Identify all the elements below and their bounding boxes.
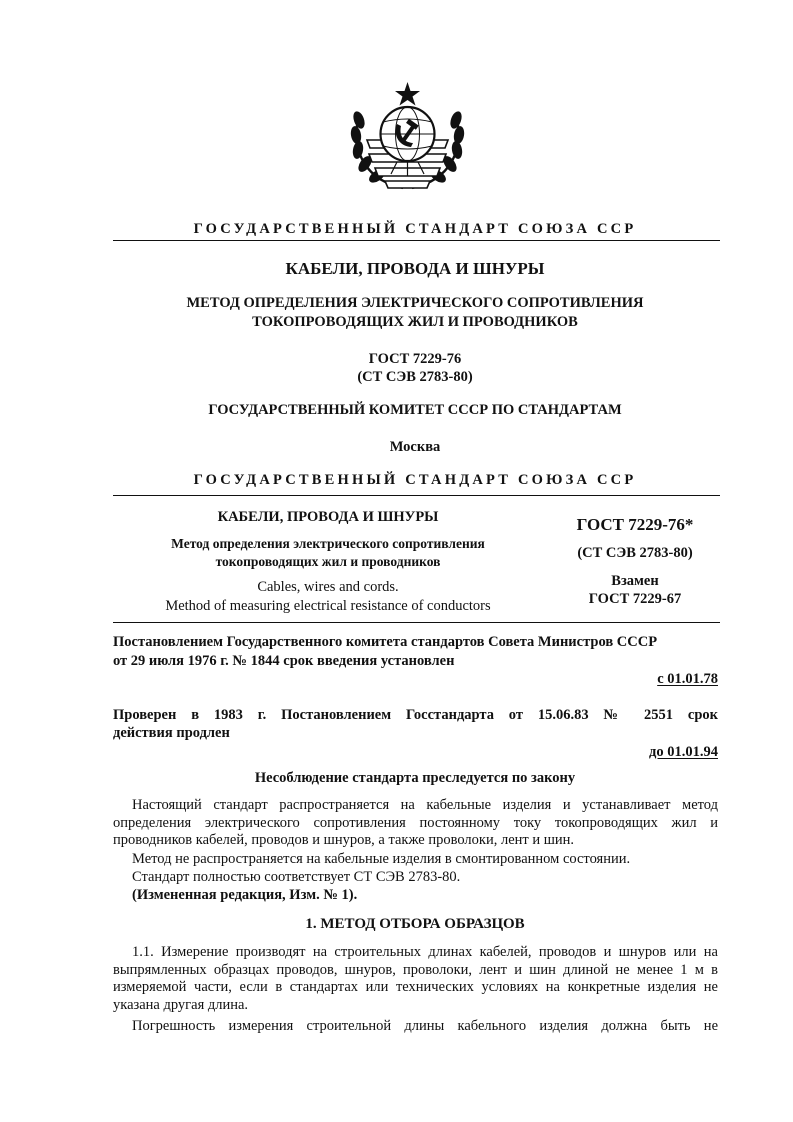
decree-line2: от 29 июля 1976 г. № 1844 срок введения установлен <box>113 653 455 669</box>
decree-effective-date: с 01.01.78 <box>657 671 718 687</box>
title-block-english-line2: Method of measuring electrical resistance of conductors <box>165 598 491 614</box>
divider-top <box>113 240 720 241</box>
title-block-replaces-value: ГОСТ 7229-67 <box>588 591 682 607</box>
title-block-gost-number: ГОСТ 7229-76* <box>576 515 694 534</box>
check-extended-date: до 01.01.94 <box>649 744 718 760</box>
body-paragraph-exclusion: Метод не распространяется на кабельные изделия в смонтированном состоянии. <box>132 851 631 867</box>
decree-line1: Постановлением Государственного комитета стандартов Совета Министров СССР <box>113 634 658 650</box>
section-title-sampling: 1. МЕТОД ОТБОРА ОБРАЗЦОВ <box>305 916 525 932</box>
title-block-replaces-label: Взамен <box>611 573 659 589</box>
body-paragraph-scope: Настоящий стандарт распространяется на кабельные изделия и устанавливает метод определения электрического сопротивления постоянному току токопроводящих жил и проводников кабелей, проводов и шнуров, а также проволоки, лент и шин. <box>113 797 718 849</box>
cover-gost-number: ГОСТ 7229-76 <box>368 351 462 367</box>
body-paragraph-1-1: 1.1. Измерение производят на строительных длинах кабелей, проводов и шнуров или на выпрямленных образцах проводов, шнуров, проволоки, лент и шин длиной не менее 1 м в измеряемой части, если в стандартах или технических условиях на конкретные изделия не указана другая длина. <box>113 944 718 1013</box>
body-paragraph-compliance: Стандарт полностью соответствует СТ СЭВ 2783-80. <box>132 869 461 885</box>
check-line1: Проверен в 1983 г. Постановлением Госстандарта от 15.06.83 № 2551 срок <box>113 707 718 723</box>
cover-committee: ГОСУДАРСТВЕННЫЙ КОМИТЕТ СССР ПО СТАНДАРТАМ <box>208 402 622 418</box>
cover-st-sev: (СТ СЭВ 2783-80) <box>357 369 473 385</box>
cover-subtitle-line2: ТОКОПРОВОДЯЩИХ ЖИЛ И ПРОВОДНИКОВ <box>252 314 578 330</box>
legal-warning: Несоблюдение стандарта преследуется по закону <box>254 770 576 786</box>
state-standard-heading-second: ГОСУДАРСТВЕННЫЙ СТАНДАРТ СОЮЗА ССР <box>193 472 637 488</box>
title-block-method-line1: Метод определения электрического сопротивления <box>171 536 485 551</box>
state-standard-heading-top: ГОСУДАРСТВЕННЫЙ СТАНДАРТ СОЮЗА ССР <box>193 221 637 237</box>
title-block-english-line1: Cables, wires and cords. <box>257 579 399 595</box>
divider-title-block-bottom <box>113 622 720 623</box>
title-block-method-line2: токопроводящих жил и проводников <box>215 554 441 569</box>
title-block-title: КАБЕЛИ, ПРОВОДА И ШНУРЫ <box>217 509 439 525</box>
body-paragraph-amendment: (Измененная редакция, Изм. № 1). <box>132 887 358 903</box>
title-block-st-sev: (СТ СЭВ 2783-80) <box>577 545 693 561</box>
state-emblem <box>345 80 470 198</box>
divider-title-block-top <box>113 495 720 496</box>
cover-city: Москва <box>389 439 441 455</box>
cover-title: КАБЕЛИ, ПРОВОДА И ШНУРЫ <box>285 259 545 278</box>
cover-subtitle-line1: МЕТОД ОПРЕДЕЛЕНИЯ ЭЛЕКТРИЧЕСКОГО СОПРОТИВЛЕНИЯ <box>186 295 644 311</box>
body-paragraph-error: Погрешность измерения строительной длины кабельного изделия должна быть не <box>132 1018 718 1034</box>
check-line2: действия продлен <box>113 725 230 741</box>
